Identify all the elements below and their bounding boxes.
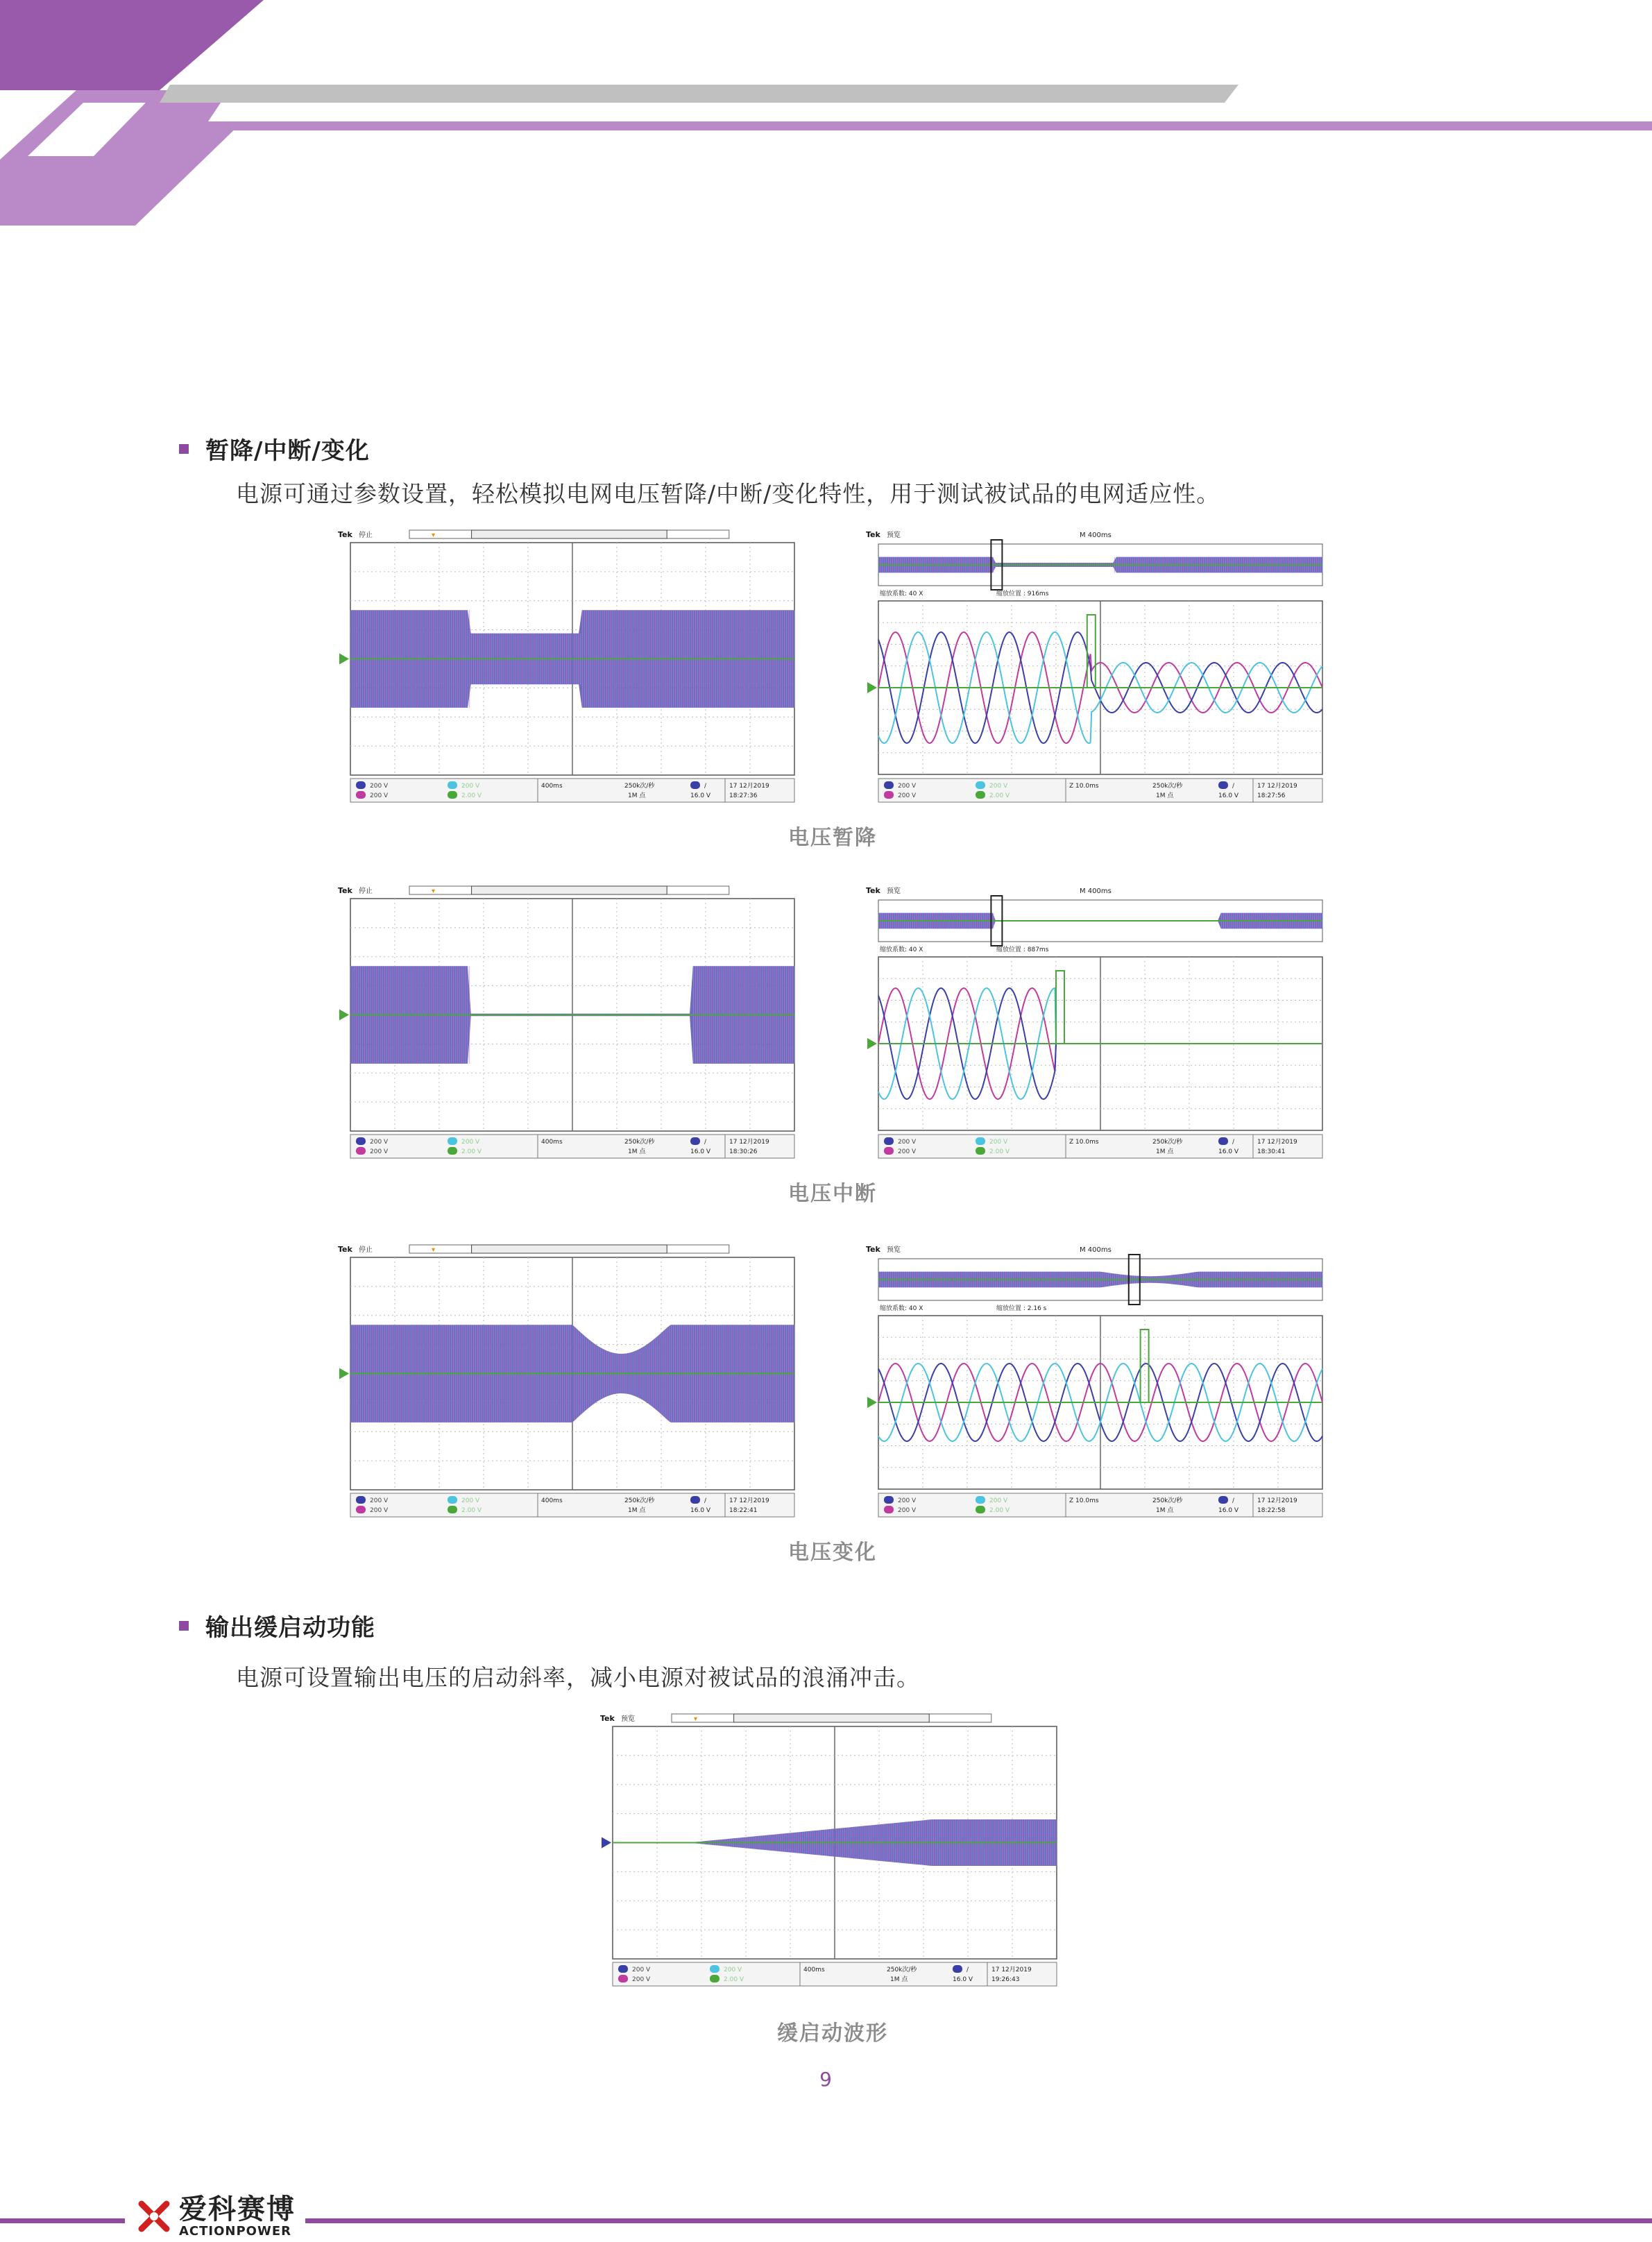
channel-4-icon xyxy=(976,1506,985,1513)
scope-sag-zoom xyxy=(858,529,1329,806)
scope-date: 17 12月2019 xyxy=(1257,783,1297,790)
ground-marker-icon xyxy=(867,1397,877,1408)
scope-top-bar xyxy=(866,886,901,895)
record-length: 1M 点 xyxy=(628,1148,646,1155)
trigger-channel-icon xyxy=(690,1496,700,1504)
channel-4-icon xyxy=(976,791,985,799)
trigger-level: 16.0 V xyxy=(690,792,711,799)
scope-brand: Tek xyxy=(600,1714,615,1723)
trigger-slope: ∕ xyxy=(1232,783,1235,790)
section-text-1: 电源可通过参数设置，轻松模拟电网电压暂降/中断/变化特性，用于测试被试品的电网适应性。 xyxy=(236,480,1220,507)
scope-state: 预览 xyxy=(887,888,901,895)
timebase-value: Z 10.0ms xyxy=(1069,1139,1099,1146)
zoom-position: 缩放位置 : 916ms xyxy=(996,591,1049,597)
scope-top-bar xyxy=(338,530,729,539)
trigger-channel-icon xyxy=(1218,1137,1228,1145)
scope-status-bar xyxy=(350,1493,794,1517)
scope-status-bar xyxy=(878,779,1322,802)
zoom-factor: 缩放系数: 40 X xyxy=(880,946,923,953)
scope-vary-zoom xyxy=(858,1243,1329,1521)
figure-caption: 电压中断 xyxy=(788,1182,877,1206)
logo-chinese: 爱科赛博 xyxy=(179,2193,296,2225)
trigger-level: 16.0 V xyxy=(953,1976,973,1983)
channel-scale: 2.00 V xyxy=(461,1507,482,1514)
scope-vary-overview xyxy=(330,1243,801,1521)
overview-waveform xyxy=(878,1272,1322,1288)
scope-time: 18:30:41 xyxy=(1257,1148,1286,1155)
channel-3-icon xyxy=(356,1147,366,1155)
scope-time: 18:30:26 xyxy=(729,1148,758,1155)
scope-off-zoom xyxy=(858,885,1329,1162)
scope-date: 17 12月2019 xyxy=(1257,1497,1297,1504)
section-heading-1 xyxy=(179,432,370,466)
record-length: 1M 点 xyxy=(1156,1148,1174,1155)
scope-softstart-screen xyxy=(585,1713,1071,1990)
scope-state: 预览 xyxy=(887,532,901,539)
scope-brand: Tek xyxy=(338,1245,352,1254)
zoom-factor: 缩放系数: 40 X xyxy=(880,1305,923,1312)
trigger-marker-icon: ▾ xyxy=(432,1246,436,1254)
channel-1-icon xyxy=(356,781,366,789)
trigger-channel-icon xyxy=(690,781,700,789)
scope-main-timebase: M 400ms xyxy=(1080,888,1112,895)
scope-brand: Tek xyxy=(866,1245,880,1254)
trigger-level: 16.0 V xyxy=(1218,792,1239,799)
scope-date: 17 12月2019 xyxy=(729,1139,769,1146)
scope-time: 19:26:43 xyxy=(991,1976,1020,1983)
channel-3-icon xyxy=(884,1147,894,1155)
trigger-slope: ∕ xyxy=(704,1497,707,1504)
channel-scale: 200 V xyxy=(898,1497,917,1504)
scope-state: 停止 xyxy=(359,1246,373,1254)
trigger-slope: ∕ xyxy=(1232,1497,1235,1504)
sample-rate: 250k次/秒 xyxy=(1152,1497,1183,1504)
channel-3-icon xyxy=(884,791,894,799)
ground-marker-icon xyxy=(339,1368,349,1379)
scope-right xyxy=(858,1243,1329,1521)
channel-1-icon xyxy=(884,1137,894,1145)
logo-english: ACTIONPOWER xyxy=(179,2223,291,2239)
zoom-position: 缩放位置 : 2.16 s xyxy=(996,1305,1047,1312)
channel-2-icon xyxy=(448,781,457,789)
channel-scale: 200 V xyxy=(461,1497,480,1504)
channel-3-icon xyxy=(884,1506,894,1513)
timebase-value: 400ms xyxy=(541,1497,563,1504)
scope-top-bar xyxy=(866,530,901,539)
channel-scale: 200 V xyxy=(370,783,389,790)
trigger-channel-icon xyxy=(1218,1496,1228,1504)
channel-4-icon xyxy=(976,1147,985,1155)
channel-scale: 200 V xyxy=(724,1967,742,1973)
channel-scale: 200 V xyxy=(898,1507,917,1514)
scope-brand: Tek xyxy=(866,886,880,895)
channel-scale: 200 V xyxy=(898,1148,917,1155)
record-length: 1M 点 xyxy=(1156,792,1174,799)
channel-scale: 200 V xyxy=(989,1497,1008,1504)
channel-scale: 200 V xyxy=(632,1967,651,1973)
timebase-value: 400ms xyxy=(541,783,563,790)
channel-3-icon xyxy=(356,791,366,799)
channel-1-icon xyxy=(884,781,894,789)
scope-off-overview xyxy=(330,885,801,1162)
scope-time: 18:27:56 xyxy=(1257,792,1286,799)
scope-state: 停止 xyxy=(359,532,373,539)
record-length: 1M 点 xyxy=(890,1976,908,1983)
channel-3-icon xyxy=(356,1506,366,1513)
trigger-level: 16.0 V xyxy=(1218,1148,1239,1155)
channel-4-icon xyxy=(448,791,457,799)
timebase-value: 400ms xyxy=(541,1139,563,1146)
channel-4-icon xyxy=(710,1975,719,1982)
scope-brand: Tek xyxy=(338,886,352,895)
channel-2-icon xyxy=(976,781,985,789)
zoom-factor: 缩放系数: 40 X xyxy=(880,591,923,597)
channel-scale: 200 V xyxy=(370,1497,389,1504)
scope-left xyxy=(330,529,801,806)
scope-state: 预览 xyxy=(621,1715,635,1723)
channel-scale: 200 V xyxy=(898,1139,917,1146)
scope-top-bar xyxy=(600,1714,991,1723)
section-title-1: 暂降/中断/变化 xyxy=(205,437,370,465)
trigger-slope: ∕ xyxy=(966,1967,969,1973)
channel-2-icon xyxy=(448,1496,457,1504)
bullet-square-icon xyxy=(179,1621,189,1631)
scope-date: 17 12月2019 xyxy=(1257,1139,1297,1146)
header-decoration xyxy=(0,0,1652,236)
trigger-level: 16.0 V xyxy=(1218,1507,1239,1514)
figure-caption: 电压变化 xyxy=(788,1540,877,1565)
scope-date: 17 12月2019 xyxy=(729,1497,769,1504)
channel-scale: 2.00 V xyxy=(724,1976,744,1983)
record-length: 1M 点 xyxy=(628,792,646,799)
figure-caption: 缓启动波形 xyxy=(777,2021,888,2046)
channel-scale: 200 V xyxy=(898,783,917,790)
channel-2-icon xyxy=(710,1965,719,1973)
sample-rate: 250k次/秒 xyxy=(624,1139,655,1146)
channel-scale: 2.00 V xyxy=(461,1148,482,1155)
channel-2-icon xyxy=(976,1137,985,1145)
bullet-square-icon xyxy=(179,444,189,454)
scope-status-bar xyxy=(350,779,794,802)
sample-rate: 250k次/秒 xyxy=(624,1497,655,1504)
scope-brand: Tek xyxy=(866,530,880,539)
channel-scale: 200 V xyxy=(989,783,1008,790)
channel-scale: 2.00 V xyxy=(989,792,1010,799)
sample-rate: 250k次/秒 xyxy=(624,783,655,790)
channel-scale: 200 V xyxy=(461,1139,480,1146)
channel-scale: 200 V xyxy=(370,1139,389,1146)
scope-status-bar xyxy=(878,1493,1322,1517)
trigger-slope: ∕ xyxy=(704,1139,707,1146)
channel-1-icon xyxy=(356,1496,366,1504)
scope-sag-overview xyxy=(330,529,801,806)
channel-scale: 2.00 V xyxy=(989,1507,1010,1514)
channel-scale: 200 V xyxy=(989,1139,1008,1146)
scope-right xyxy=(858,885,1329,1162)
channel-2-icon xyxy=(976,1496,985,1504)
scope-top-bar xyxy=(866,1245,901,1254)
record-length: 1M 点 xyxy=(628,1507,646,1514)
channel-scale: 2.00 V xyxy=(461,792,482,799)
scope-status-bar xyxy=(878,1135,1322,1158)
channel-scale: 200 V xyxy=(632,1976,651,1983)
company-logo xyxy=(125,2191,305,2241)
scope-main-timebase: M 400ms xyxy=(1080,1246,1112,1254)
figure-caption: 电压暂降 xyxy=(788,826,877,850)
trigger-level: 16.0 V xyxy=(690,1507,711,1514)
scope-time: 18:27:36 xyxy=(729,792,758,799)
trigger-slope: ∕ xyxy=(1232,1139,1235,1146)
scope-right xyxy=(858,529,1329,806)
record-length: 1M 点 xyxy=(1156,1507,1174,1514)
timebase-value: Z 10.0ms xyxy=(1069,783,1099,790)
scope-state: 停止 xyxy=(359,888,373,895)
trigger-marker-icon: ▾ xyxy=(694,1715,698,1723)
trigger-marker-icon: ▾ xyxy=(432,888,436,895)
section-text-2: 电源可设置输出电压的启动斜率，减小电源对被试品的浪涌冲击。 xyxy=(236,1664,920,1691)
scope-brand: Tek xyxy=(338,530,352,539)
sample-rate: 250k次/秒 xyxy=(1152,783,1183,790)
channel-scale: 200 V xyxy=(370,792,389,799)
timebase-value: 400ms xyxy=(803,1967,825,1973)
trigger-channel-icon xyxy=(953,1965,962,1973)
ground-marker-icon xyxy=(339,1010,349,1021)
sample-rate: 250k次/秒 xyxy=(1152,1139,1183,1146)
channel-4-icon xyxy=(448,1506,457,1513)
channel-scale: 200 V xyxy=(370,1507,389,1514)
channel-1-icon xyxy=(356,1137,366,1145)
scope-left xyxy=(330,1243,801,1521)
channel-1-icon xyxy=(884,1496,894,1504)
channel-scale: 200 V xyxy=(461,783,480,790)
trigger-channel-icon xyxy=(690,1137,700,1145)
channel-2-icon xyxy=(448,1137,457,1145)
trigger-level: 16.0 V xyxy=(690,1148,711,1155)
channel-1-icon xyxy=(618,1965,628,1973)
channel-4-icon xyxy=(448,1147,457,1155)
ground-marker-icon xyxy=(867,682,877,693)
scope-state: 预览 xyxy=(887,1246,901,1254)
logo-mark-icon xyxy=(135,2197,173,2236)
scope-date: 17 12月2019 xyxy=(729,783,769,790)
sample-rate: 250k次/秒 xyxy=(887,1967,917,1973)
scope-status-bar xyxy=(613,1962,1057,1986)
scope-main-timebase: M 400ms xyxy=(1080,532,1112,539)
section-heading-2 xyxy=(179,1608,375,1642)
scope-date: 17 12月2019 xyxy=(991,1967,1032,1973)
scope-time: 18:22:41 xyxy=(729,1507,758,1514)
channel-scale: 200 V xyxy=(898,792,917,799)
scope-status-bar xyxy=(350,1135,794,1158)
ground-marker-icon xyxy=(867,1038,877,1049)
page-number: 9 xyxy=(819,2068,832,2091)
channel-scale: 2.00 V xyxy=(989,1148,1010,1155)
scope-time: 18:22:58 xyxy=(1257,1507,1286,1514)
scope-top-bar xyxy=(338,1245,729,1254)
channel-3-icon xyxy=(618,1975,628,1982)
zoom-position: 缩放位置 : 887ms xyxy=(996,946,1049,953)
ground-marker-icon xyxy=(602,1837,611,1849)
timebase-value: Z 10.0ms xyxy=(1069,1497,1099,1504)
waveform-envelope xyxy=(350,1325,794,1423)
section-title-2: 输出缓启动功能 xyxy=(205,1614,375,1642)
scope-softstart xyxy=(585,1713,1071,1990)
scope-left xyxy=(330,885,801,1162)
trigger-slope: ∕ xyxy=(704,783,707,790)
trigger-channel-icon xyxy=(1218,781,1228,789)
ground-marker-icon xyxy=(339,654,349,665)
scope-top-bar xyxy=(338,886,729,895)
channel-scale: 200 V xyxy=(370,1148,389,1155)
trigger-marker-icon: ▾ xyxy=(432,532,436,539)
